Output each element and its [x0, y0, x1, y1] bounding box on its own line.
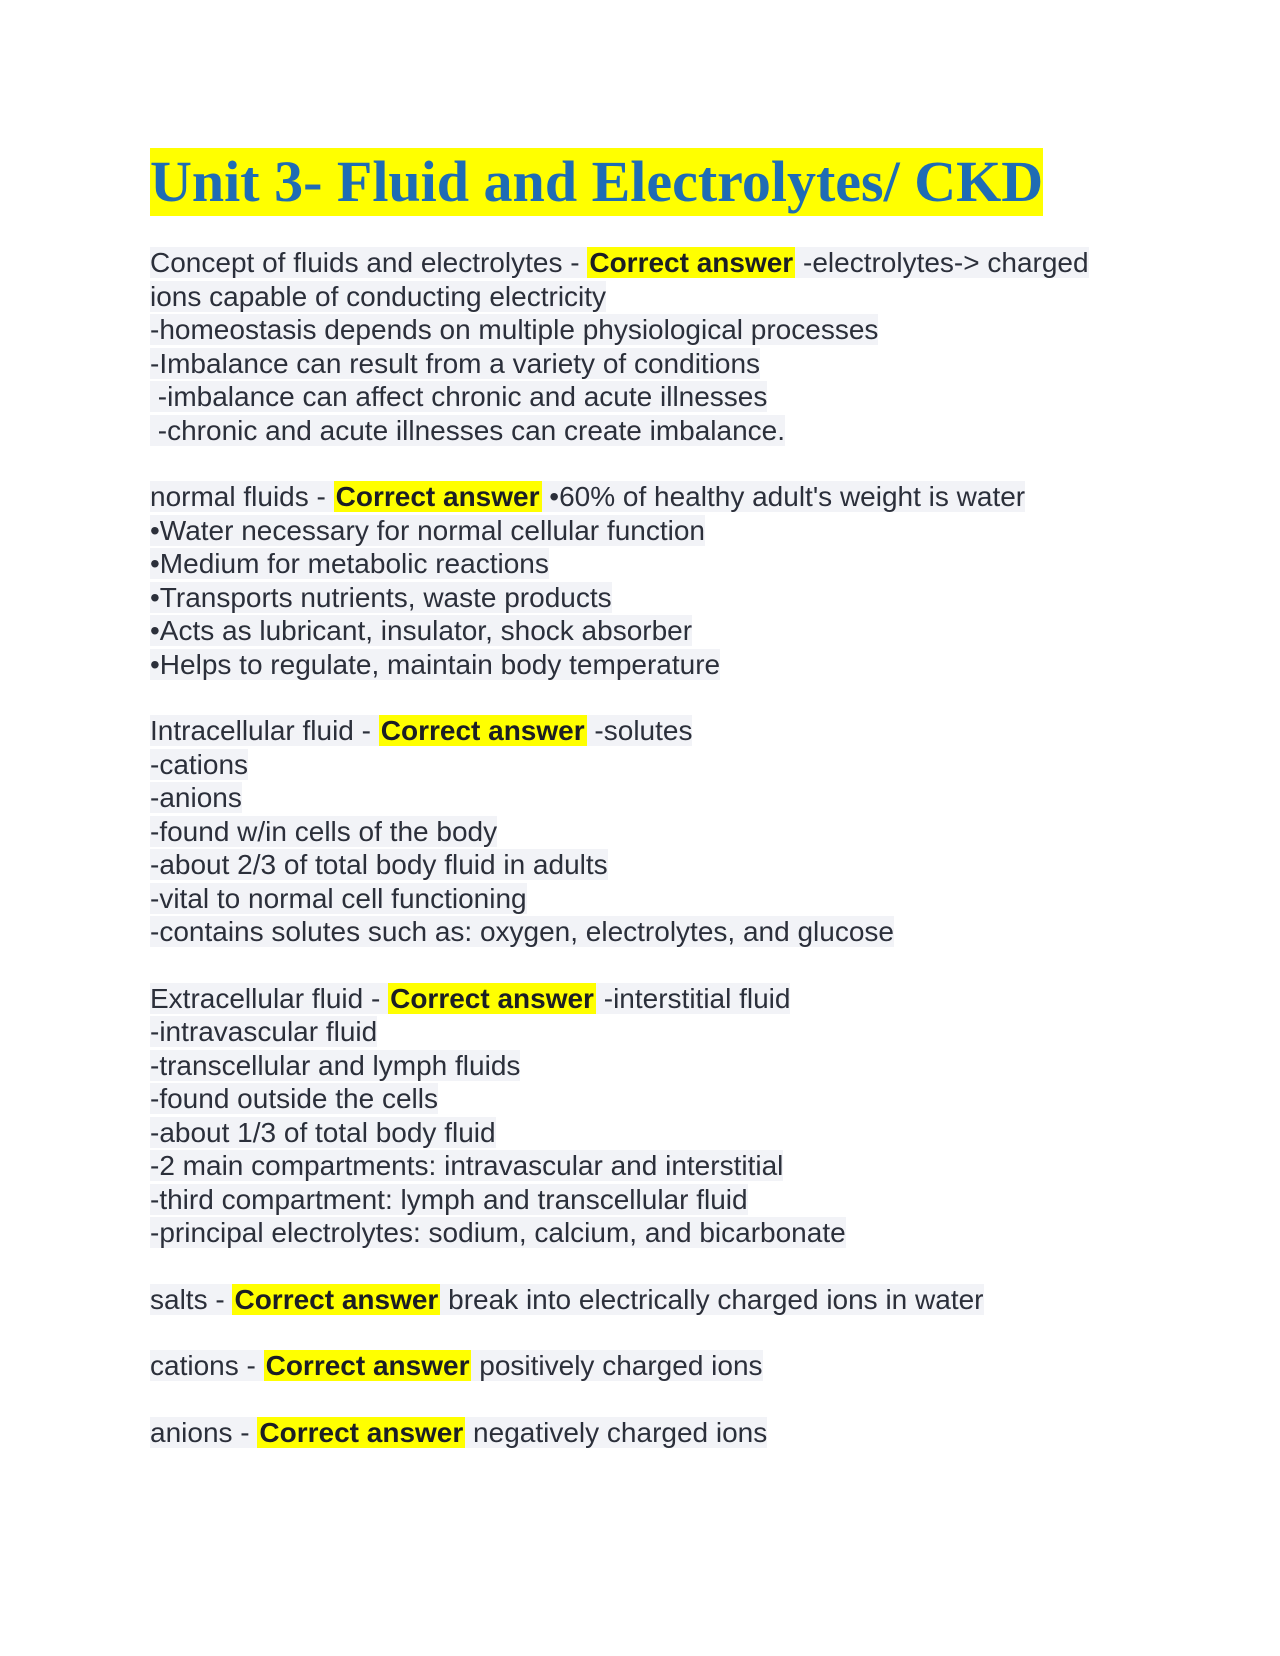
term-text: cations - — [150, 1350, 264, 1381]
answer-line — [150, 1015, 1150, 1049]
answer-line — [150, 614, 1150, 648]
correct-answer-label: Correct answer — [259, 1416, 464, 1448]
answer-line-text: -vital to normal cell functioning — [150, 882, 527, 914]
answer-text: •60% of healthy adult's weight is water — [541, 481, 1026, 512]
answer-line-text: -contains solutes such as: oxygen, electrolytes, and glucose — [150, 916, 894, 947]
flashcard-term-line — [150, 982, 1150, 1016]
answer-line — [150, 781, 1150, 815]
answer-line-text: •Acts as lubricant, insulator, shock absorber — [150, 615, 693, 646]
answer-line — [150, 1183, 1150, 1217]
flashcard-section — [150, 246, 1150, 447]
answer-line — [150, 648, 1150, 682]
answer-line-text: -found outside the cells — [150, 1083, 438, 1114]
answer-line — [150, 915, 1150, 949]
answer-line — [150, 581, 1150, 615]
answer-line-text: •Transports nutrients, waste products — [150, 581, 612, 613]
answer-line-text: -about 2/3 of total body fluid in adults — [150, 849, 608, 880]
term-text: normal fluids - — [150, 481, 334, 512]
correct-answer-label: Correct answer — [589, 247, 794, 278]
answer-text: -interstitial fluid — [595, 982, 791, 1014]
flashcard-section — [150, 982, 1150, 1250]
flashcard-term-line — [150, 1349, 1150, 1383]
term-text: anions - — [150, 1416, 258, 1448]
correct-answer-label: Correct answer — [234, 1283, 439, 1315]
answer-line — [150, 547, 1150, 581]
flashcard-term-line — [150, 1416, 1150, 1450]
answer-line-text: -found w/in cells of the body — [150, 815, 498, 847]
answer-line — [150, 414, 1150, 448]
flashcard-section — [150, 1349, 1150, 1383]
term-text: Concept of fluids and electrolytes - — [150, 247, 588, 278]
page-title: Unit 3- Fluid and Electrolytes/ CKD — [150, 149, 1044, 214]
answer-line — [150, 1116, 1150, 1150]
answer-line-text: -transcellular and lymph fluids — [150, 1049, 521, 1081]
answer-line-text: •Water necessary for normal cellular function — [150, 514, 705, 546]
answer-line-text: -intravascular fluid — [150, 1016, 378, 1047]
correct-answer-label: Correct answer — [380, 715, 585, 746]
answer-line — [150, 1149, 1150, 1183]
answer-line — [150, 514, 1150, 548]
answer-line-text: -homeostasis depends on multiple physiological processes — [150, 314, 879, 345]
answer-line-text: -about 1/3 of total body fluid — [150, 1116, 496, 1148]
flashcard-section — [150, 714, 1150, 949]
answer-line — [150, 1049, 1150, 1083]
answer-line-text: -anions — [150, 782, 242, 813]
flashcard-term-line — [150, 480, 1150, 514]
answer-line — [150, 380, 1150, 414]
answer-line — [150, 1082, 1150, 1116]
answer-line — [150, 848, 1150, 882]
answer-text: break into electrically charged ions in water — [440, 1283, 984, 1315]
flashcard-section — [150, 480, 1150, 681]
answer-line — [150, 1216, 1150, 1250]
term-text: Intracellular fluid - — [150, 715, 379, 746]
answer-line-text: -imbalance can affect chronic and acute illnesses — [150, 381, 768, 412]
answer-line-text: -third compartment: lymph and transcellular fluid — [150, 1183, 748, 1215]
answer-line-text: ions capable of conducting electricity — [150, 280, 607, 312]
document-page — [150, 148, 1150, 1482]
answer-line — [150, 347, 1150, 381]
answer-text: -electrolytes-> charged — [795, 247, 1089, 278]
answer-text: positively charged ions — [471, 1350, 763, 1381]
answer-text: negatively charged ions — [465, 1416, 768, 1448]
flashcard-section — [150, 1283, 1150, 1317]
answer-line-text: -principal electrolytes: sodium, calcium, and bicarbonate — [150, 1217, 846, 1248]
term-text: salts - — [150, 1283, 233, 1315]
answer-line-text: -2 main compartments: intravascular and interstitial — [150, 1150, 784, 1181]
correct-answer-label: Correct answer — [335, 481, 540, 512]
correct-answer-label: Correct answer — [265, 1350, 470, 1381]
answer-line — [150, 815, 1150, 849]
flashcard-term-line — [150, 246, 1150, 280]
answer-line — [150, 313, 1150, 347]
answer-line — [150, 882, 1150, 916]
answer-line-text: -Imbalance can result from a variety of conditions — [150, 347, 761, 379]
answer-line — [150, 280, 1150, 314]
answer-line — [150, 748, 1150, 782]
answer-line-text: -chronic and acute illnesses can create imbalance. — [150, 414, 786, 446]
correct-answer-label: Correct answer — [390, 982, 594, 1014]
answer-line-text: •Medium for metabolic reactions — [150, 548, 549, 579]
flashcard-section — [150, 1416, 1150, 1450]
flashcard-term-line — [150, 1283, 1150, 1317]
answer-line-text: •Helps to regulate, maintain body temperature — [150, 648, 721, 680]
answer-text: -solutes — [586, 715, 693, 746]
flashcard-term-line — [150, 714, 1150, 748]
answer-line-text: -cations — [150, 748, 249, 780]
term-text: Extracellular fluid - — [150, 982, 389, 1014]
flashcard-list — [150, 246, 1150, 1449]
